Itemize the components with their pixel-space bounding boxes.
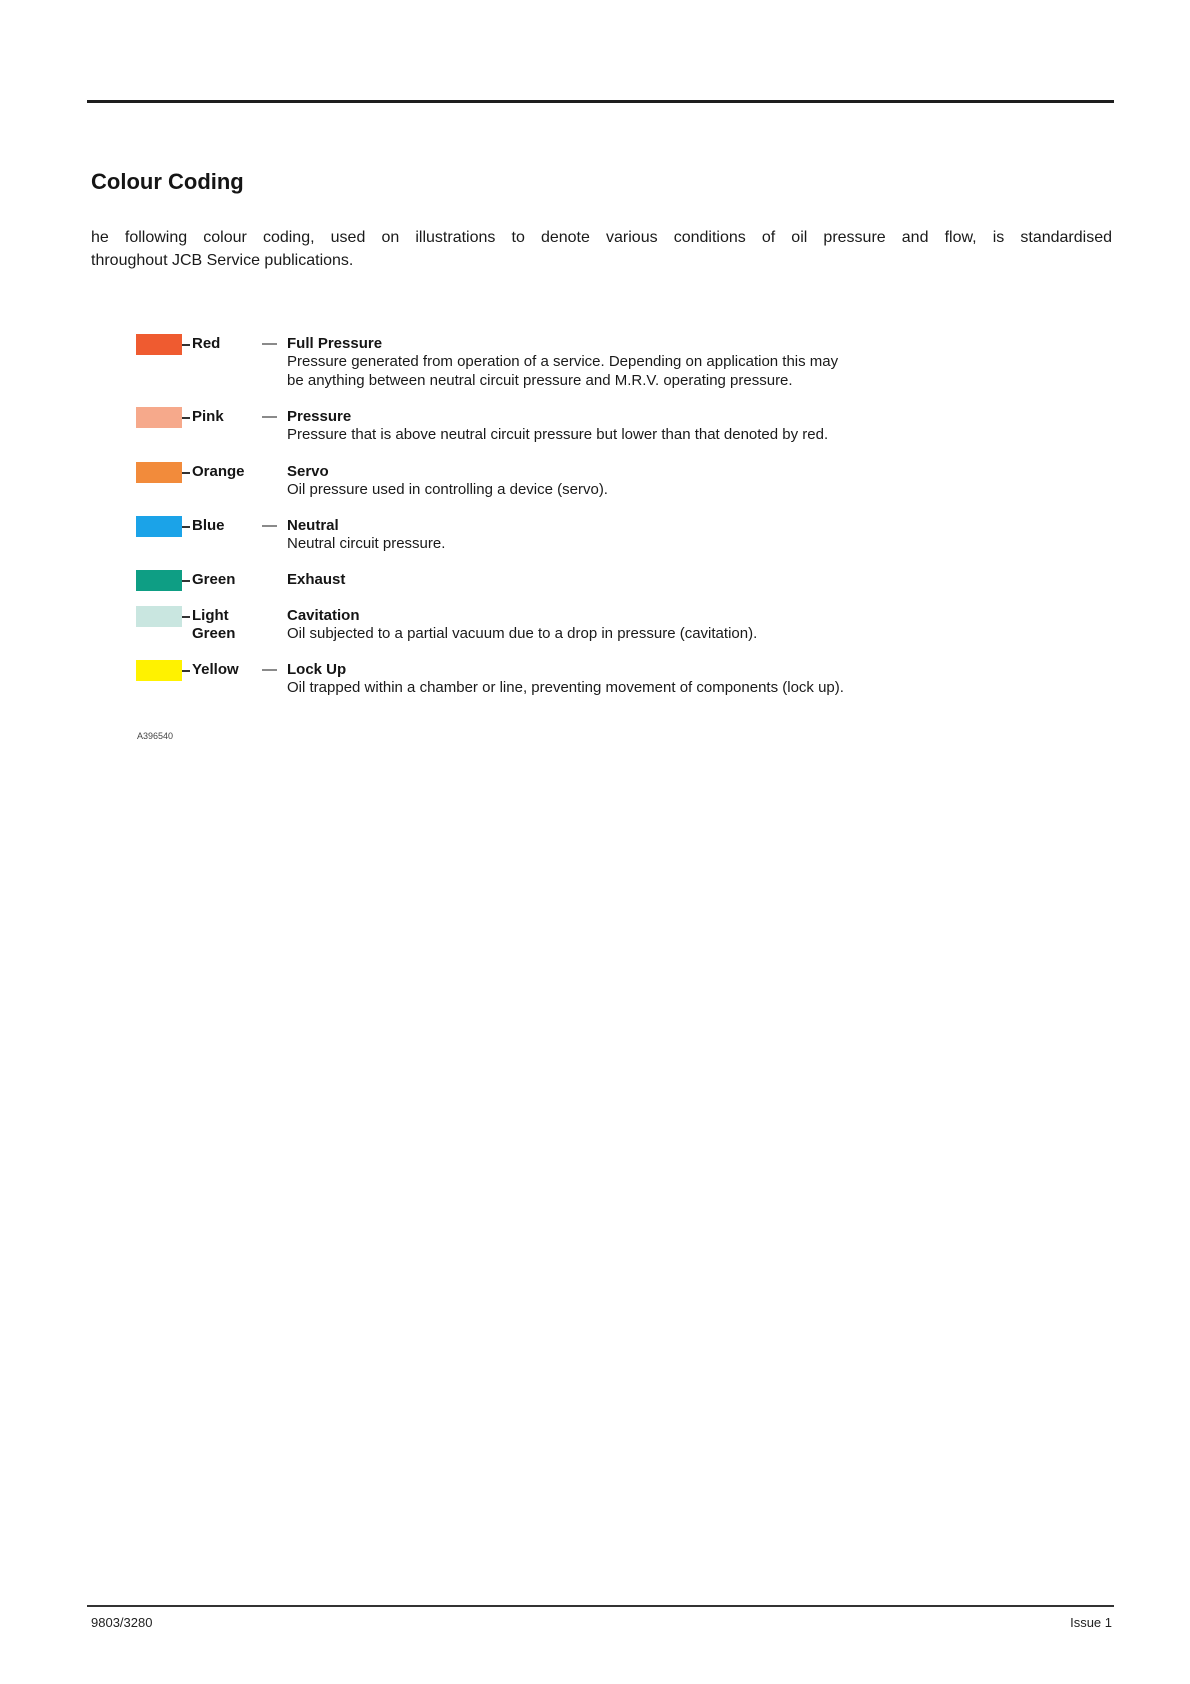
entry-description: Neutral circuit pressure. xyxy=(287,535,446,552)
em-dash: — xyxy=(262,335,277,352)
intro-line: throughout JCB Service publications. xyxy=(91,252,354,269)
legend-entry xyxy=(287,408,1087,445)
entry-title: Neutral xyxy=(287,517,339,534)
em-dash: — xyxy=(262,661,277,678)
legend-item-yellow xyxy=(136,660,1096,700)
entry-description: Oil subjected to a partial vacuum due to a drop in pressure (cavitation). xyxy=(287,625,758,642)
intro-line: he following colour coding, used on illustrations to denote various conditions of oil pressure and flow, is standardised xyxy=(91,229,1112,246)
document-number: 9803/3280 xyxy=(91,1615,153,1630)
legend-entry xyxy=(287,571,1087,589)
legend-entry xyxy=(287,463,1087,500)
legend-entry xyxy=(287,335,1087,390)
colour-name: Green xyxy=(192,571,236,588)
legend-entry xyxy=(287,661,1087,698)
colour-swatch-blue xyxy=(136,516,182,537)
footer-rule xyxy=(87,1605,1114,1607)
colour-legend xyxy=(136,0,1096,760)
legend-item-pink xyxy=(136,407,1096,447)
swatch-connector xyxy=(182,344,190,346)
entry-title: Exhaust xyxy=(287,571,346,588)
colour-swatch-green xyxy=(136,570,182,591)
em-dash: — xyxy=(262,408,277,425)
entry-description: Oil pressure used in controlling a device (servo). xyxy=(287,481,608,498)
swatch-connector xyxy=(182,417,190,419)
legend-item-green xyxy=(136,570,1096,610)
entry-description: Pressure that is above neutral circuit pressure but lower than that denoted by red. xyxy=(287,426,829,443)
entry-description: Oil trapped within a chamber or line, preventing movement of components (lock up). xyxy=(287,679,844,696)
colour-name: Light Green xyxy=(192,607,236,642)
entry-title: Pressure xyxy=(287,408,352,425)
legend-item-blue xyxy=(136,516,1096,556)
colour-swatch-light-green xyxy=(136,606,182,627)
colour-swatch-pink xyxy=(136,407,182,428)
issue-number: Issue 1 xyxy=(1070,1615,1112,1630)
swatch-connector xyxy=(182,616,190,618)
colour-name: Yellow xyxy=(192,661,239,678)
legend-entry xyxy=(287,517,1087,554)
figure-reference: A396540 xyxy=(137,731,174,741)
colour-name: Blue xyxy=(192,517,225,534)
entry-description: be anything between neutral circuit pressure and M.R.V. operating pressure. xyxy=(287,371,793,389)
entry-title: Cavitation xyxy=(287,607,360,624)
legend-item-red xyxy=(136,334,1096,389)
entry-title: Servo xyxy=(287,463,329,480)
legend-item-orange xyxy=(136,462,1096,502)
colour-name: Pink xyxy=(192,408,224,425)
entry-description: Pressure generated from operation of a service. Depending on application this may xyxy=(287,353,839,370)
entry-title: Lock Up xyxy=(287,661,347,678)
swatch-connector xyxy=(182,472,190,474)
swatch-connector xyxy=(182,580,190,582)
colour-swatch-red xyxy=(136,334,182,355)
legend-entry xyxy=(287,607,1087,644)
colour-name: Red xyxy=(192,335,221,352)
swatch-connector xyxy=(182,526,190,528)
swatch-connector xyxy=(182,670,190,672)
entry-title: Full Pressure xyxy=(287,335,383,352)
colour-name: Orange xyxy=(192,463,245,480)
em-dash: — xyxy=(262,517,277,534)
page-title: Colour Coding xyxy=(91,169,244,194)
colour-swatch-yellow xyxy=(136,660,182,681)
legend-item-light-green xyxy=(136,606,1096,646)
colour-swatch-orange xyxy=(136,462,182,483)
